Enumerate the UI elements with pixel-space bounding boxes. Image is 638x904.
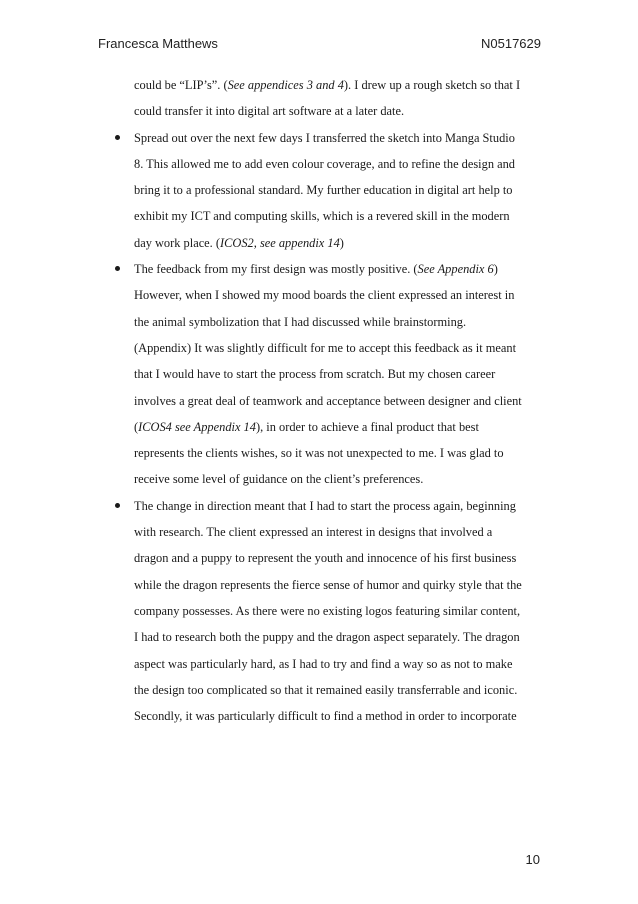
text-line: day work place. (ICOS2, see appendix 14) (134, 235, 344, 250)
text-line: (ICOS4 see Appendix 14), in order to achieve a final product that best (134, 419, 479, 434)
text-line: that I would have to start the process from scratch. But my chosen career (134, 367, 496, 382)
text-line: represents the clients wishes, so it was not unexpected to me. I was glad to (134, 446, 504, 461)
text-line: while the dragon represents the fierce sense of humor and quirky style that the (134, 577, 522, 592)
bullet-paragraph (134, 125, 542, 256)
text-line: The feedback from my first design was mostly positive. (See Appendix 6) (134, 262, 498, 277)
text-line: company possesses. As there were no existing logos featuring similar content, (134, 603, 521, 618)
bullet-paragraph (134, 493, 542, 730)
text-line: 8. This allowed me to add even colour coverage, and to refine the design and (134, 156, 515, 171)
header-author: Francesca Matthews (98, 36, 218, 51)
bullet-icon (115, 266, 120, 271)
text-line: The change in direction meant that I had to start the process again, beginning (134, 498, 516, 513)
text-line: I had to research both the puppy and the dragon aspect separately. The dragon (134, 630, 520, 645)
page-number: 10 (525, 852, 540, 867)
document-body (134, 72, 542, 729)
text-line: the animal symbolization that I had discussed while brainstorming. (134, 314, 467, 329)
text-line: exhibit my ICT and computing skills, which is a revered skill in the modern (134, 209, 510, 224)
paragraph (134, 72, 542, 125)
bullet-icon (115, 135, 120, 140)
page-header (98, 36, 541, 56)
text-line: (Appendix) It was slightly difficult for me to accept this feedback as it meant (134, 340, 517, 355)
text-line: could be “LIP’s”. (See appendices 3 and 4). I drew up a rough sketch so that I (134, 78, 521, 92)
text-line: the design too complicated so that it remained easily transferrable and iconic. (134, 682, 518, 697)
text-line: with research. The client expressed an interest in designs that involved a (134, 525, 493, 540)
bullet-icon (115, 503, 120, 508)
text-line: bring it to a professional standard. My further education in digital art help to (134, 183, 513, 198)
text-line: could transfer it into digital art software at a later date. (134, 104, 405, 119)
text-line: Secondly, it was particularly difficult to find a method in order to incorporate (134, 709, 517, 724)
text-line: However, when I showed my mood boards the client expressed an interest in (134, 288, 515, 303)
text-line: Spread out over the next few days I transferred the sketch into Manga Studio (134, 130, 515, 145)
header-student-id: N0517629 (481, 36, 541, 51)
text-line: involves a great deal of teamwork and acceptance between designer and client (134, 393, 522, 408)
text-line: receive some level of guidance on the client’s preferences. (134, 472, 424, 487)
bullet-paragraph (134, 256, 542, 493)
text-line: aspect was particularly hard, as I had to try and find a way so as not to make (134, 656, 513, 671)
text-line: dragon and a puppy to represent the youth and innocence of his first business (134, 551, 517, 566)
